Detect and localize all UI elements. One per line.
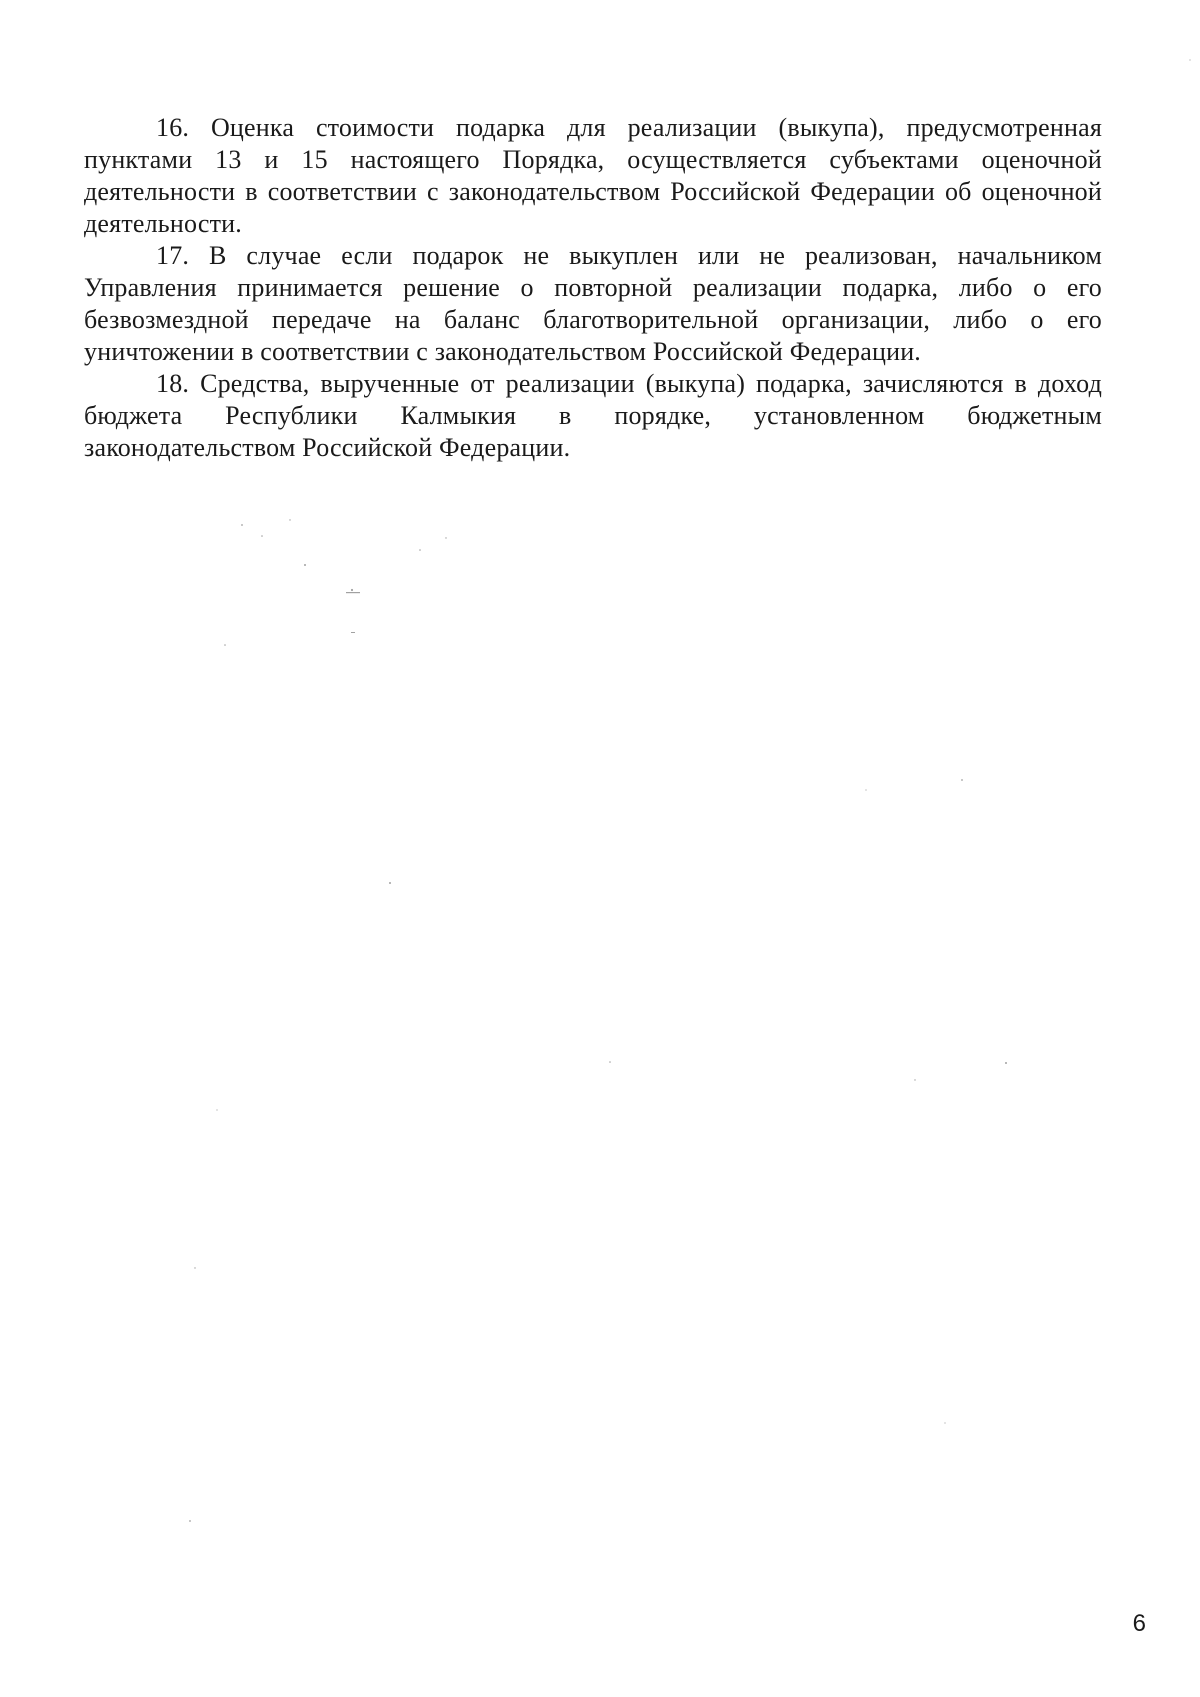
paragraph-17: 17. В случае если подарок не выкуплен или не реализован, начальником Управления принимается решение о повторной реализации подарка, либо о его безвозмездной передаче на баланс благотворительной организации, либо о его уничтожении в соответствии с законодательством Российской Федерации.	[84, 241, 1102, 366]
paragraph-16: 16. Оценка стоимости подарка для реализации (выкупа), предусмотренная пунктами 13 и 15 настоящего Порядка, осуществляется субъектами оценочной деятельности в соответствии с законодательством Российской Федерации об оценочной деятельности.	[84, 113, 1102, 238]
page-number: 6	[1132, 1610, 1146, 1637]
document-body	[84, 112, 1102, 464]
paragraph-18: 18. Средства, вырученные от реализации (выкупа) подарка, зачисляются в доход бюджета Республики Калмыкия в порядке, установленном бюджетным законодательством Российской Федерации.	[84, 369, 1102, 462]
